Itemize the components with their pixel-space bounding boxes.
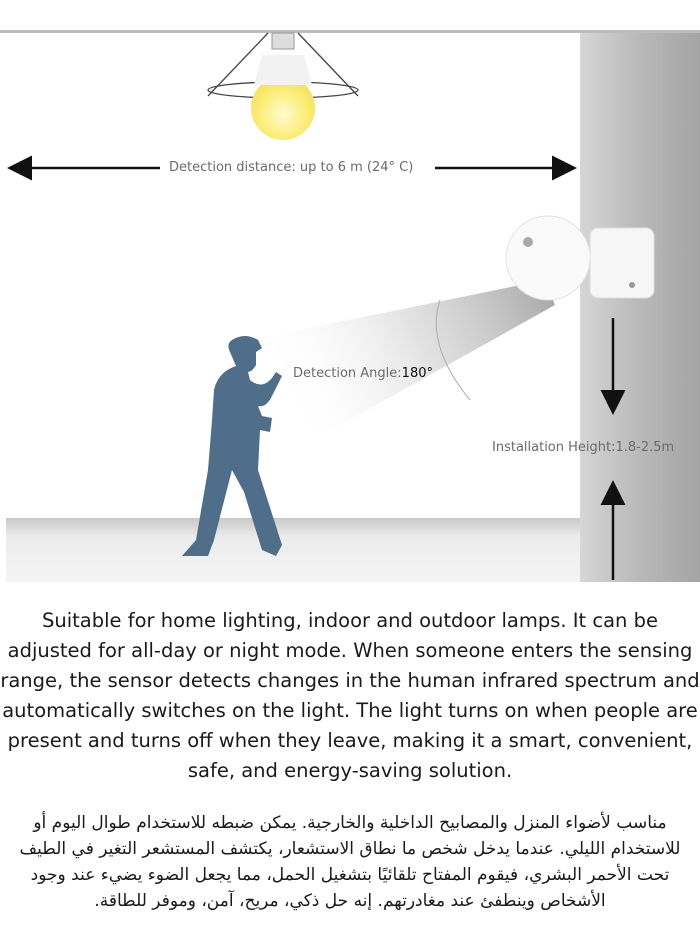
floor xyxy=(6,518,580,582)
detection-angle-label xyxy=(293,366,433,381)
detection-angle-value: 180° xyxy=(401,366,433,381)
description-arabic: مناسب لأضواء المنزل والمصابيح الداخلية والخارجية. يمكن ضبطه للاستخدام طوال اليوم أو للاستخدام الليلي. عندما يدخل شخص ما نطاق الاستشعار، يكتشف المستشعر التغير في الطيف تحت الأحمر البشري، فيقوم المفتاح تلقائيًا بتشغيل الحمل، مما يجعل الضوء يضيء عند وجود الأشخاص وينطفئ عند مغادرتهم. إنه حل ذكي، مريح، آمن، وموفر للطاقة. xyxy=(19,813,681,911)
detection-angle-text: Detection Angle: xyxy=(293,366,402,381)
ceiling-line xyxy=(0,30,700,33)
wall xyxy=(580,33,700,582)
description-english: Suitable for home lighting, indoor and outdoor lamps. It can be adjusted for all-day or night mode. When someone enters the sensing range, the sensor detects changes in the human infrared spectrum and automatically switches on the light. The light turns on when people are present and turns off when they leave, making it a smart, convenient, safe, and energy-saving solution. xyxy=(0,609,700,782)
installation-height-label: Installation Height:1.8-2.5m xyxy=(492,440,675,455)
detection-distance-label: Detection distance: up to 6 m (24° C) xyxy=(169,160,414,175)
